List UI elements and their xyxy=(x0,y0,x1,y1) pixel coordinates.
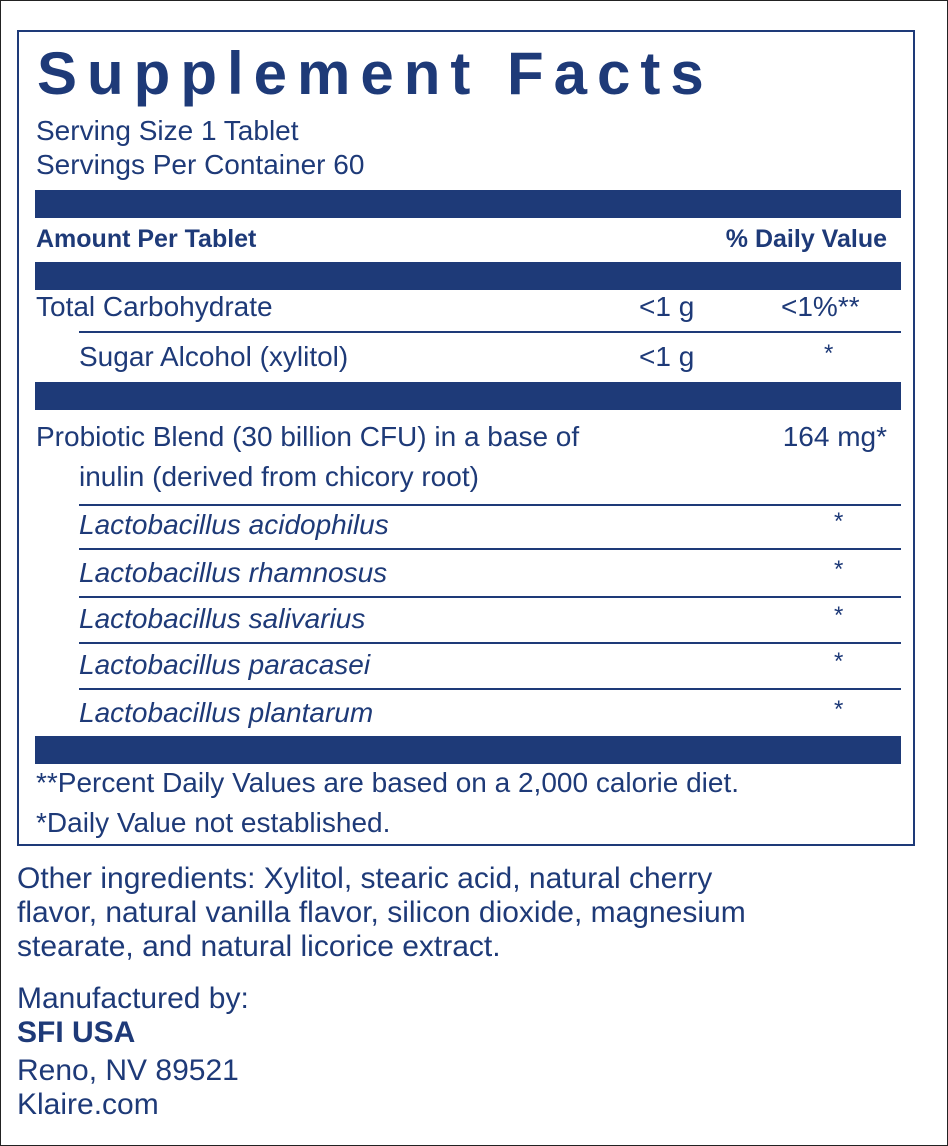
row-divider xyxy=(79,504,901,506)
footnote-percent-dv: **Percent Daily Values are based on a 2,000 calorie diet. xyxy=(36,767,740,798)
strain-name: Lactobacillus rhamnosus xyxy=(79,557,388,588)
thick-divider xyxy=(35,190,901,218)
daily-value-header: % Daily Value xyxy=(725,225,887,253)
blend-name-line1: Probiotic Blend (30 billion CFU) in a base of xyxy=(36,421,580,452)
amount-per-tablet-header: Amount Per Tablet xyxy=(36,225,257,253)
strain-dv: * xyxy=(834,602,844,629)
footnote-dv-not-established: *Daily Value not established. xyxy=(36,807,391,838)
row-divider xyxy=(79,548,901,550)
strain-name: Lactobacillus acidophilus xyxy=(79,509,389,540)
manufacturer-label: Manufactured by: xyxy=(17,982,249,1015)
manufacturer-address: Reno, NV 89521 xyxy=(17,1054,239,1087)
nutrient-dv-sugar-alcohol: * xyxy=(824,340,834,367)
strain-dv: * xyxy=(834,696,844,723)
other-ingredients-line2: flavor, natural vanilla flavor, silicon dioxide, magnesium xyxy=(17,896,746,929)
strain-name: Lactobacillus salivarius xyxy=(79,603,366,634)
thick-divider xyxy=(35,382,901,410)
row-divider xyxy=(79,642,901,644)
manufacturer-website: Klaire.com xyxy=(17,1088,159,1121)
blend-amount: 164 mg* xyxy=(782,421,887,452)
row-divider xyxy=(79,688,901,690)
thick-divider xyxy=(35,736,901,764)
nutrient-dv-total-carbohydrate: <1%** xyxy=(781,291,860,322)
blend-name-line2: inulin (derived from chicory root) xyxy=(79,461,479,492)
nutrient-name-sugar-alcohol: Sugar Alcohol (xylitol) xyxy=(79,341,349,372)
servings-per-container: Servings Per Container 60 xyxy=(36,149,365,180)
serving-size: Serving Size 1 Tablet xyxy=(36,115,299,146)
strain-dv: * xyxy=(834,648,844,675)
nutrient-amount-total-carbohydrate: <1 g xyxy=(639,291,695,322)
strain-name: Lactobacillus plantarum xyxy=(79,697,374,728)
other-ingredients-line1: Other ingredients: Xylitol, stearic acid, natural cherry xyxy=(17,862,713,895)
supplement-facts-panel xyxy=(17,30,915,846)
row-divider xyxy=(79,596,901,598)
strain-dv: * xyxy=(834,508,844,535)
other-ingredients-line3: stearate, and natural licorice extract. xyxy=(17,930,501,963)
thick-divider xyxy=(35,262,901,290)
panel-title: Supplement Facts xyxy=(37,40,714,107)
nutrient-name-total-carbohydrate: Total Carbohydrate xyxy=(36,291,273,322)
strain-name: Lactobacillus paracasei xyxy=(79,649,371,680)
nutrient-amount-sugar-alcohol: <1 g xyxy=(639,341,695,372)
manufacturer-name: SFI USA xyxy=(17,1016,136,1049)
strain-dv: * xyxy=(834,556,844,583)
row-divider xyxy=(79,331,901,333)
